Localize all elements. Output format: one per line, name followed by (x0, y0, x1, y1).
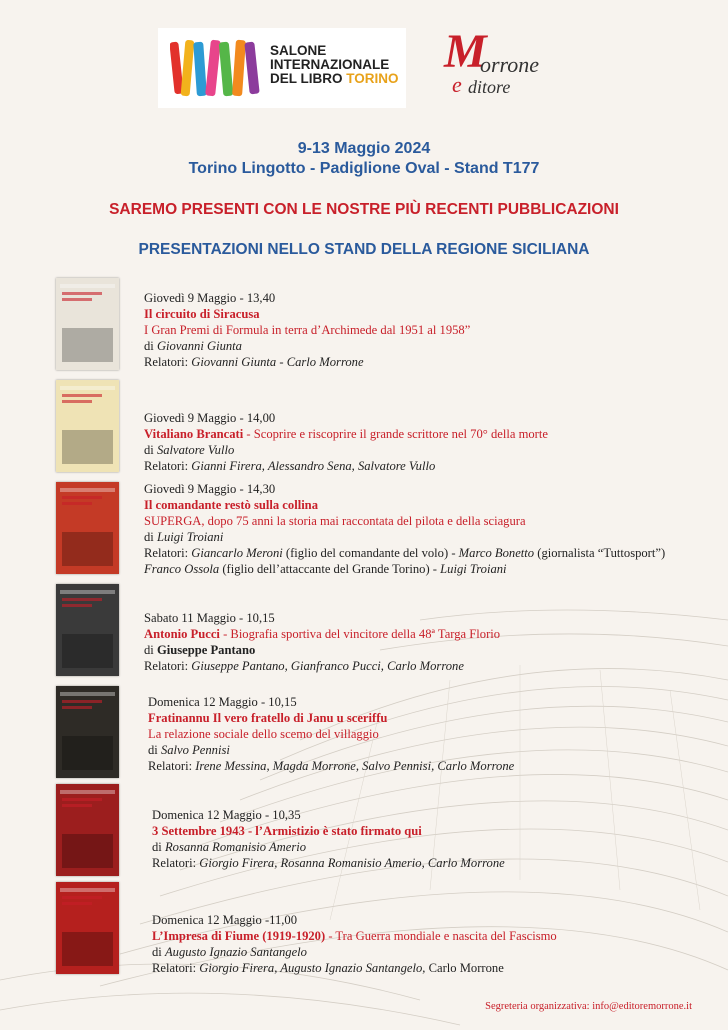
event-time: Domenica 12 Maggio - 10,15 (148, 695, 297, 709)
book-author: di Giovanni Giunta (144, 339, 242, 353)
relatori: Relatori: Giancarlo Meroni (figlio del comandante del volo) - Marco Bonetto (giornalista “Tuttosport”) (144, 546, 666, 560)
salone-line3: DEL LIBRO (270, 71, 343, 86)
relatori: Relatori: Giorgio Firera, Augusto Ignazio Santangelo, Carlo Morrone (152, 961, 504, 975)
editore-rest: ditore (468, 77, 511, 97)
morrone-editore-logo (440, 25, 560, 100)
event-info-2 (144, 410, 548, 474)
morrone-rest: orrone (480, 52, 540, 77)
book-author: di Luigi Troiani (144, 530, 224, 544)
event-time: Domenica 12 Maggio -11,00 (152, 913, 298, 927)
event-time: Sabato 11 Maggio - 10,15 (144, 611, 275, 625)
relatori: Relatori: Giorgio Firera, Rosanna Romanisio Amerio, Carlo Morrone (152, 856, 505, 870)
book-cover-4 (56, 584, 119, 676)
book-author: di Salvatore Vullo (144, 443, 235, 457)
book-cover-5 (56, 686, 119, 778)
book-subtitle: - Tra Guerra mondiale e nascita del Fascismo (325, 929, 557, 943)
book-cover-1 (56, 278, 119, 370)
salone-line1: SALONE (270, 43, 327, 58)
footer-contact: Segreteria organizzativa: info@editoremorrone.it (485, 1001, 692, 1012)
salone-libro-logo (158, 28, 406, 108)
relatori: Relatori: Irene Messina, Magda Morrone, Salvo Pennisi, Carlo Morrone (148, 759, 515, 773)
salone-color-bars-icon (170, 36, 265, 100)
event-time: Giovedì 9 Maggio - 13,40 (144, 291, 276, 305)
book-cover-2 (56, 380, 119, 472)
book-title: 3 Settembre 1943 - l’Armistizio è stato firmato qui (152, 824, 422, 838)
book-subtitle: La relazione sociale dello scemo del villaggio (148, 727, 379, 741)
event-info-1 (144, 290, 470, 370)
book-author: di Salvo Pennisi (148, 743, 230, 757)
relatori: Relatori: Gianni Firera, Alessandro Sena, Salvatore Vullo (144, 459, 436, 473)
event-date: 9-13 Maggio 2024 (297, 140, 431, 157)
event-time: Giovedì 9 Maggio - 14,00 (144, 411, 276, 425)
book-title: Il comandante restò sulla collina (144, 498, 318, 512)
book-title: L’Impresa di Fiume (1919-1920) (152, 929, 326, 943)
event-info-5 (148, 694, 514, 774)
book-title: Fratinannu Il vero fratello di Janu u sceriffu (148, 711, 388, 725)
book-cover-3 (56, 482, 119, 574)
event-info-4 (144, 610, 500, 674)
morrone-m: M (444, 25, 487, 78)
relatori-continued: Franco Ossola (figlio dell’attaccante del Grande Torino) - Luigi Troiani (144, 562, 507, 576)
relatori: Relatori: Giovanni Giunta - Carlo Morrone (144, 355, 364, 369)
regione-heading: PRESENTAZIONI NELLO STAND DELLA REGIONE SICILIANA (138, 241, 590, 258)
event-time: Giovedì 9 Maggio - 14,30 (144, 482, 276, 496)
book-subtitle: - Biografia sportiva del vincitore della 48ª Targa Florio (219, 627, 501, 641)
book-subtitle: I Gran Premi di Formula in terra d’Archimede dal 1951 al 1958” (144, 323, 471, 337)
book-subtitle: SUPERGA, dopo 75 anni la storia mai raccontata del pilota e della sciagura (144, 514, 526, 528)
editore-e: e (452, 72, 462, 97)
book-author: di Augusto Ignazio Santangelo (152, 945, 307, 959)
book-title: Vitaliano Brancati (144, 427, 244, 441)
salone-line2: INTERNAZIONALE (270, 57, 390, 72)
event-info-6 (152, 807, 505, 871)
book-title: Antonio Pucci (144, 627, 220, 641)
event-time: Domenica 12 Maggio - 10,35 (152, 808, 301, 822)
event-info-3 (144, 481, 665, 577)
book-subtitle: - Scoprire e riscoprire il grande scrittore nel 70° della morte (243, 427, 548, 441)
book-cover-7 (56, 882, 119, 974)
book-author: di Rosanna Romanisio Amerio (152, 840, 307, 854)
event-info-7 (152, 912, 557, 976)
present-heading: SAREMO PRESENTI CON LE NOSTRE PIÙ RECENTI PUBBLICAZIONI (109, 201, 619, 218)
relatori: Relatori: Giuseppe Pantano, Gianfranco Pucci, Carlo Morrone (144, 659, 464, 673)
book-author: di Giuseppe Pantano (144, 643, 256, 657)
salone-torino: TORINO (346, 71, 399, 86)
book-cover-6 (56, 784, 119, 876)
event-venue: Torino Lingotto - Padiglione Oval - Stand T177 (188, 160, 540, 177)
book-title: Il circuito di Siracusa (144, 307, 260, 321)
